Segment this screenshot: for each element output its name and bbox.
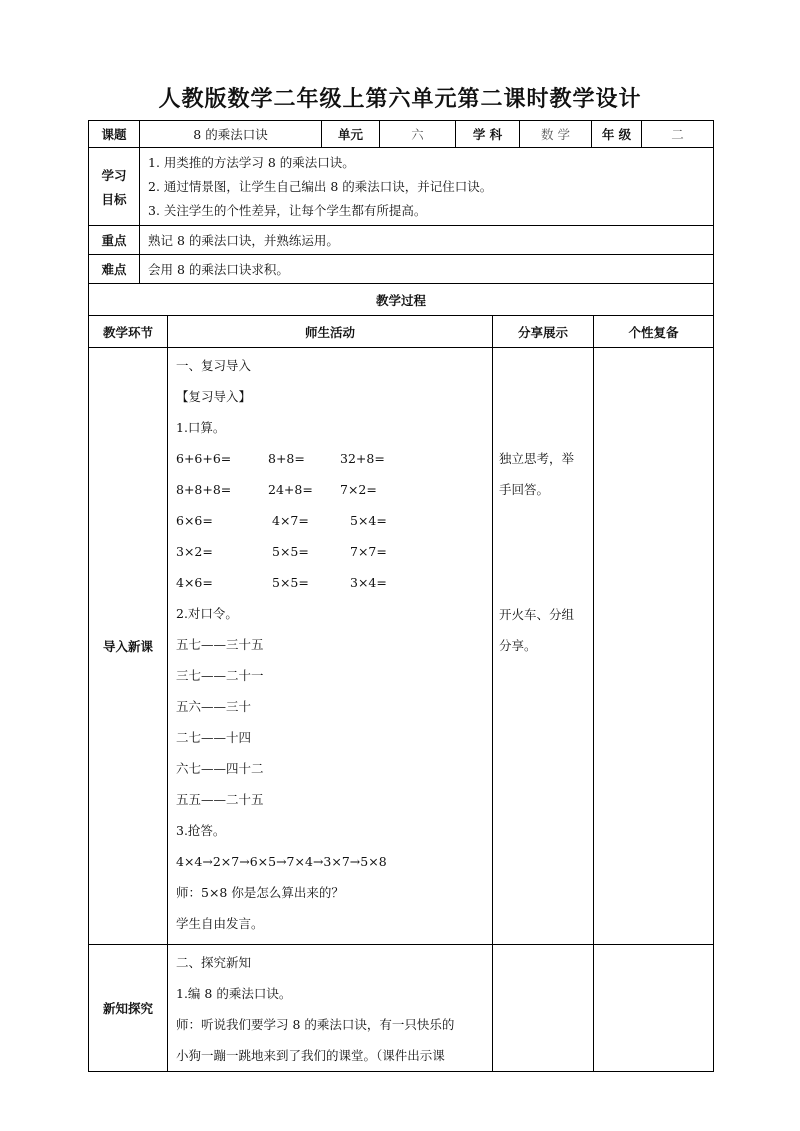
calc-item: 8+8= (268, 451, 305, 466)
objectives-label-line1: 学习 (101, 167, 127, 183)
bracket-heading: 【复习导入】 (176, 389, 252, 404)
grade-value: 二 (642, 121, 714, 148)
share-intro (493, 348, 594, 945)
key-point-label: 重点 (89, 226, 140, 255)
activity-explore (168, 945, 493, 1072)
pair-item: 五六——三十 (176, 699, 252, 714)
pair-item: 五五——二十五 (176, 792, 264, 807)
teacher-text: 小狗一蹦一跳地来到了我们的课堂。（课件出示课 (176, 1048, 445, 1063)
pairs-title: 2.对口令。 (176, 606, 238, 621)
key-point-text: 熟记 8 的乘法口诀，并熟练运用。 (140, 226, 714, 255)
share-text: 手回答。 (499, 482, 550, 497)
objectives-content (140, 148, 714, 226)
quick-answer-chain: 4×4→2×7→6×5→7×4→3×7→5×8 (176, 854, 387, 869)
calc-item: 5×4= (350, 513, 387, 528)
calc-item: 7×2= (340, 482, 377, 497)
calc-item: 6+6+6= (176, 451, 232, 466)
calc-row (168, 474, 492, 505)
col-stage-header: 教学环节 (89, 316, 168, 348)
calc-item: 5×5= (272, 544, 309, 559)
info-table (88, 120, 714, 284)
quick-answer-title: 3.抢答。 (176, 823, 226, 838)
difficulty-text: 会用 8 的乘法口诀求积。 (140, 255, 714, 284)
stage-intro: 导入新课 (89, 348, 168, 945)
prep-explore (594, 945, 714, 1072)
grade-label: 年 级 (592, 121, 642, 148)
teacher-question: 师：5×8 你是怎么算出来的？ (176, 885, 344, 900)
unit-label: 单元 (322, 121, 380, 148)
section-heading: 一、复习导入 (176, 358, 252, 373)
share-text: 独立思考，举 (499, 451, 575, 466)
col-activity-header: 师生活动 (168, 316, 493, 348)
objective-item: 1. 用类推的方法学习 8 的乘法口诀。 (148, 154, 355, 170)
topic-label: 课题 (89, 121, 140, 148)
subject-label: 学 科 (456, 121, 520, 148)
calc-item: 7×7= (350, 544, 387, 559)
calc-item: 3×2= (176, 544, 213, 559)
calc-row (168, 536, 492, 567)
calc-row (168, 567, 492, 598)
subject-value: 数 学 (520, 121, 592, 148)
process-table (88, 283, 714, 1072)
calc-item: 4×6= (176, 575, 213, 590)
col-prep-header: 个性复备 (594, 316, 714, 348)
stage-explore: 新知探究 (89, 945, 168, 1072)
objective-item: 2. 通过情景图，让学生自己编出 8 的乘法口诀，并记住口诀。 (148, 178, 493, 194)
oral-calc-title: 1.口算。 (176, 420, 226, 435)
objectives-label (89, 148, 140, 226)
process-heading: 教学过程 (89, 284, 714, 316)
col-share-header: 分享展示 (493, 316, 594, 348)
pair-item: 三七——二十一 (176, 668, 264, 683)
difficulty-label: 难点 (89, 255, 140, 284)
pair-item: 二七——十四 (176, 730, 252, 745)
sub-heading: 1.编 8 的乘法口诀。 (176, 986, 292, 1001)
calc-item: 6×6= (176, 513, 213, 528)
share-text: 开火车、分组 (499, 607, 575, 622)
calc-row (168, 443, 492, 474)
unit-value: 六 (380, 121, 456, 148)
share-text: 分享。 (499, 638, 537, 653)
activity-intro (168, 348, 493, 945)
calc-item: 32+8= (340, 451, 385, 466)
prep-intro (594, 348, 714, 945)
share-explore (493, 945, 594, 1072)
teacher-text: 师：听说我们要学习 8 的乘法口诀，有一只快乐的 (176, 1017, 455, 1032)
section-heading: 二、探究新知 (176, 955, 252, 970)
calc-item: 8+8+8= (176, 482, 232, 497)
objective-item: 3. 关注学生的个性差异，让每个学生都有所提高。 (148, 202, 427, 218)
pair-item: 五七——三十五 (176, 637, 264, 652)
pair-item: 六七——四十二 (176, 761, 264, 776)
objectives-label-line2: 目标 (101, 191, 127, 207)
calc-item: 24+8= (268, 482, 313, 497)
topic-value: 8 的乘法口诀 (140, 121, 322, 148)
document-title: 人教版数学二年级上第六单元第二课时教学设计 (158, 87, 642, 112)
students-response: 学生自由发言。 (176, 916, 264, 931)
calc-item: 3×4= (350, 575, 387, 590)
calc-item: 5×5= (272, 575, 309, 590)
calc-row (168, 505, 492, 536)
calc-item: 4×7= (272, 513, 309, 528)
